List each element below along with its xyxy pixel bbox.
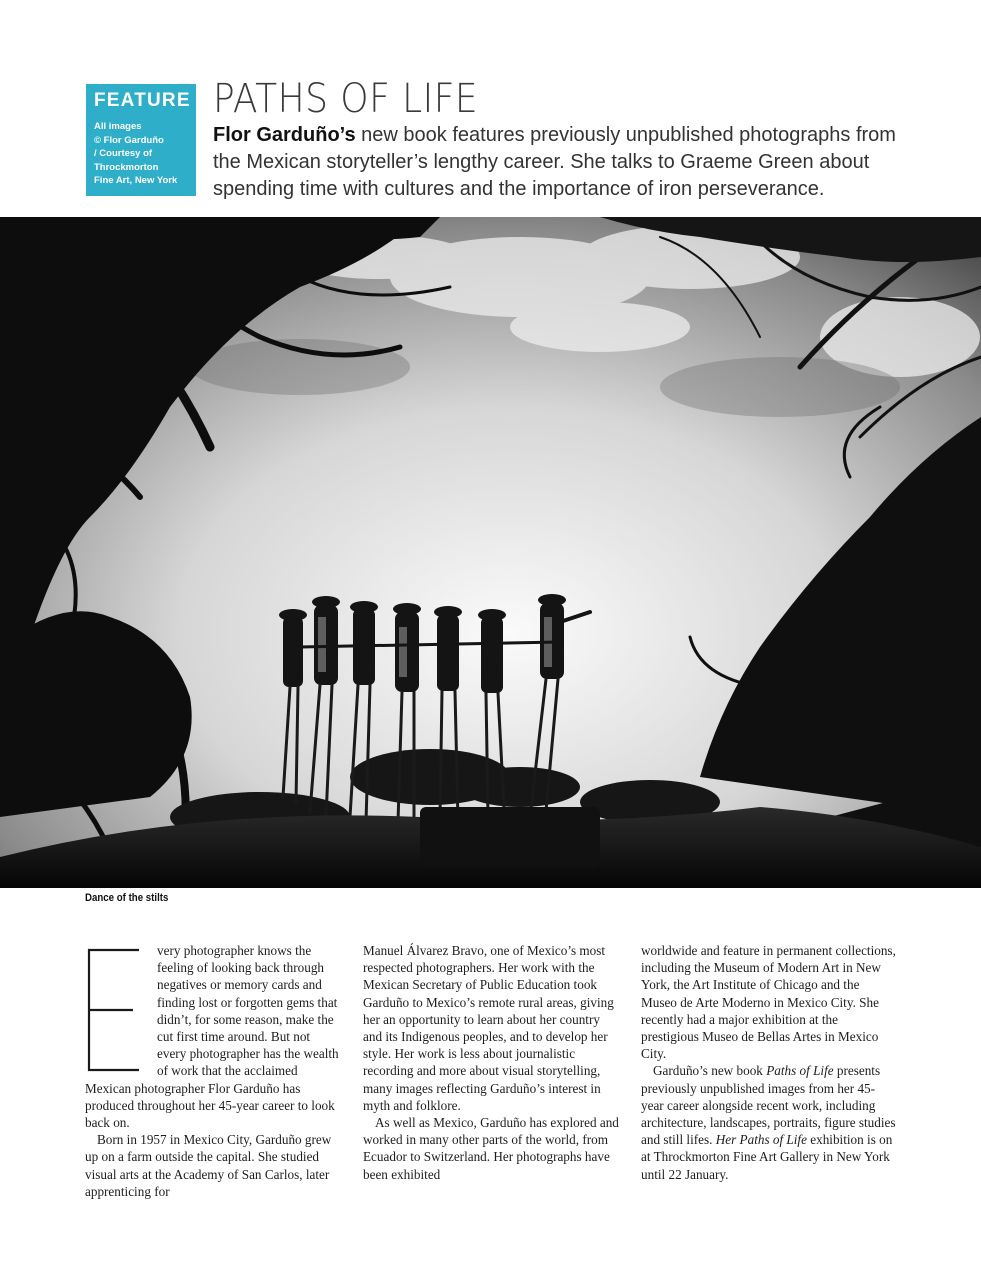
- paragraph: [641, 1062, 897, 1182]
- drop-cap: [85, 946, 145, 1074]
- paragraph: As well as Mexico, Garduño has explored and worked in many other parts of the world, from Ecuador to Switzerland. Her photographs have been exhibited: [363, 1115, 619, 1182]
- credit-line: © Flor Garduño: [94, 134, 164, 146]
- text-run: Garduño’s new book: [653, 1063, 767, 1079]
- paragraph: worldwide and feature in permanent collections, including the Museum of Modern Art in New York, the Art Institute of Chicago and the Museo de Arte Moderno in Mexico City. She recently had a major exhibition at the prestigious Museo de Bellas Artes in Mexico City.: [641, 943, 896, 1062]
- hero-photo: [0, 217, 981, 888]
- credit-line: / Courtesy of: [94, 148, 153, 159]
- credit-line: All images: [94, 121, 142, 132]
- feature-box: [86, 84, 196, 196]
- article-column-3: [641, 942, 897, 1183]
- credit-line: Fine Art, New York: [94, 175, 178, 186]
- paragraph: Born in 1957 in Mexico City, Garduño grew up on a farm outside the capital. She studied visual arts at the Academy of San Carlos, later apprenticing for: [85, 1132, 332, 1199]
- article-headline: PATHS OF LIFE: [213, 76, 479, 122]
- paragraph: very photographer knows the feeling of looking back through negatives or memory cards and finding lost or forgotten gems that didn’t, for some reason, make the cut first time around. But not every photographer has the wealth of work that the acclaimed Mexican photographer Flor Garduño has produced throughout her 45-year career to look back on.: [85, 943, 339, 1131]
- standfirst-lead: Flor Garduño’s: [213, 124, 356, 146]
- text-run: presents previously unpublished images from her 45-year career alongside recent work, including architecture, landscapes, portraits, figure studies and still lifes.: [641, 1063, 896, 1148]
- paragraph: Manuel Álvarez Bravo, one of Mexico’s most respected photographers. Her work with the Mexican Secretary of Public Education took Garduño to Mexico’s remote rural areas, giving her an opportunity to learn about her country and its Indigenous peoples, and to develop her style. Her work is less about journalistic recording and more about visual storytelling, many images reflecting Garduño’s interest in myth and folklore.: [363, 943, 614, 1113]
- article-column-2: [363, 942, 619, 1183]
- credit-line: Throckmorton: [94, 161, 159, 173]
- photo-caption: Dance of the stilts: [85, 892, 169, 904]
- article-column-1: [85, 942, 341, 1200]
- book-title: Paths of Life: [766, 1063, 834, 1079]
- feature-label: FEATURE: [94, 90, 191, 111]
- image-credit: [94, 120, 188, 188]
- standfirst: [213, 122, 903, 203]
- text-run: exhibition is on at Throckmorton Fine Art Gallery in New York until 22 January.: [641, 1132, 893, 1182]
- exhibition-title: Her Paths of Life: [715, 1132, 807, 1148]
- standfirst-text: new book features previously unpublished photographs from the Mexican storyteller’s lengthy career. She talks to Graeme Green about spending time with cultures and the importance of iron perseverance.: [213, 124, 896, 200]
